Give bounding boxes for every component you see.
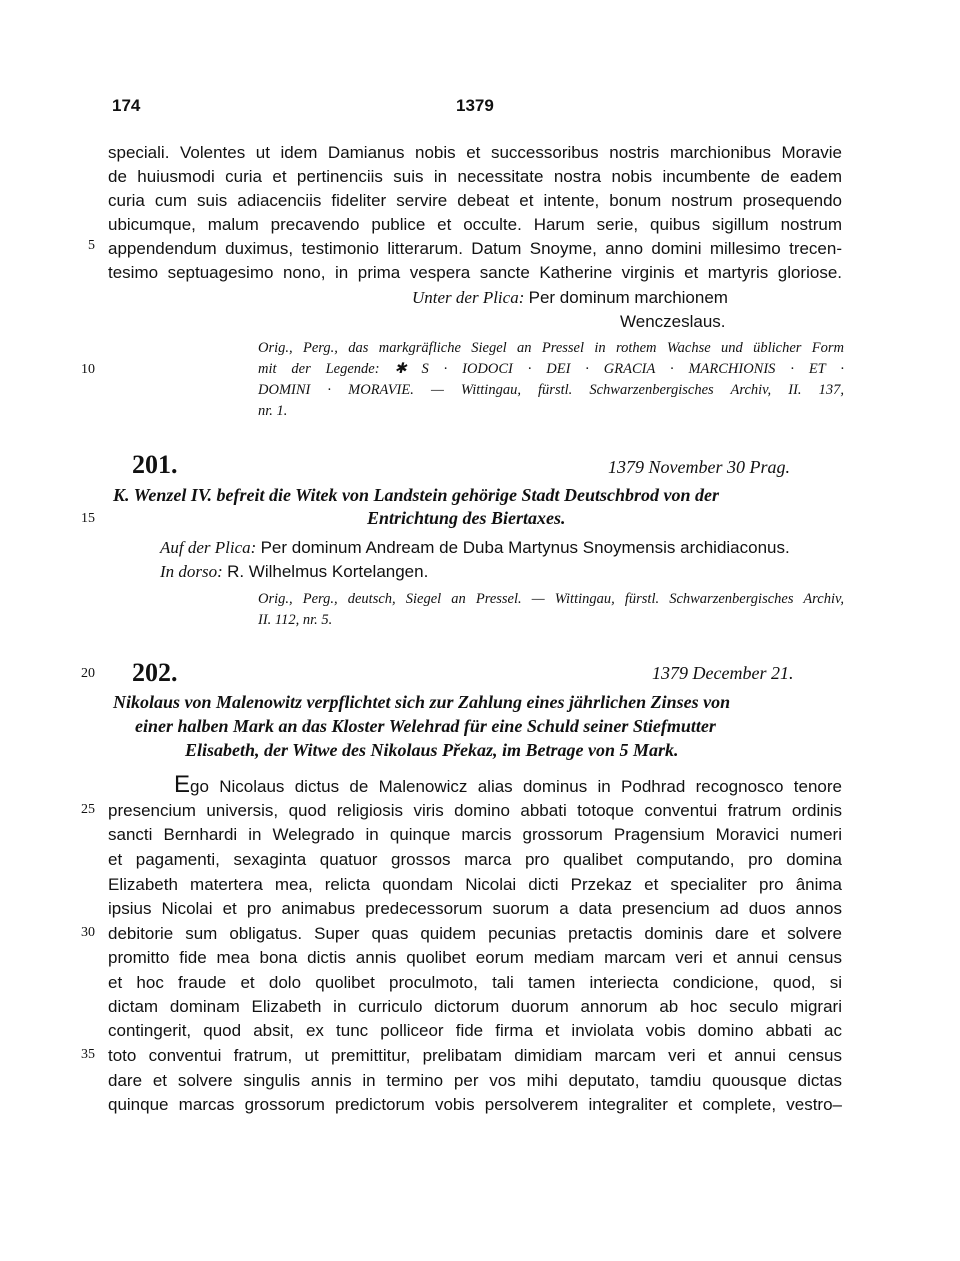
text-line: speciali. Volentes ut idem Damianus nobis et successoribus nostris marchionibus Moravie bbox=[108, 143, 842, 162]
document-date: 1379 November 30 Prag. bbox=[608, 457, 790, 477]
line-number: 35 bbox=[81, 1047, 95, 1062]
text-line: de huiusmodi curia et pertinenciis suis in necessitate nostra nobis incumbente de eadem bbox=[108, 167, 842, 186]
text-line: curia cum suis adiacenciis fideliter servire debeat et intente, bonum nostrum prosequendo bbox=[108, 191, 842, 210]
document-date: 1379 December 21. bbox=[652, 663, 794, 683]
text-line: promitto fide mea bona dictis annis quolibet eorum mediam marcam veri et annui census bbox=[108, 948, 842, 967]
document-title: Elisabeth, der Witwe des Nikolaus Překaz, im Betrage von 5 Mark. bbox=[185, 740, 679, 760]
line-number: 15 bbox=[81, 511, 95, 526]
text-line: appendendum duximus, testimonio litterarum. Datum Snoyme, anno domini millesimo trecen- bbox=[108, 239, 842, 258]
text-line bbox=[174, 771, 842, 798]
line-number: 20 bbox=[81, 666, 95, 681]
document-number: 202. bbox=[132, 658, 178, 687]
note-line: II. 112, nr. 5. bbox=[258, 612, 333, 628]
initial-letter: E bbox=[174, 771, 191, 798]
note-line: Orig., Perg., deutsch, Siegel an Pressel. — Wittingau, fürstl. Schwarzenbergisches Archiv, bbox=[258, 591, 844, 607]
text-line: presencium universis, quod religiosis viris domino abbati totoque conventui fratrum ordinis bbox=[108, 801, 842, 820]
body-first-line: go Nicolaus dictus de Malenowicz alias dominus in Podhrad recognosco tenore bbox=[190, 777, 842, 796]
text-line: et pagamenti, sexaginta quatuor grossos marca pro qualibet computando, pro domina bbox=[108, 850, 842, 869]
dorso-line bbox=[160, 561, 428, 583]
plica-text: Per dominum Andream de Duba Martynus Snoymensis archidiaconus. bbox=[260, 538, 790, 557]
note-line: nr. 1. bbox=[258, 403, 288, 419]
document-number: 201. bbox=[132, 450, 178, 479]
dorso-text: R. Wilhelmus Kortelangen. bbox=[227, 562, 429, 581]
plica-text: Per dominum marchionem bbox=[528, 288, 728, 307]
running-year: 1379 bbox=[456, 96, 494, 115]
text-line: dare et solvere singulis annis in termino per vos mihi deputato, tamdiu quousque dictas bbox=[108, 1071, 842, 1090]
dorso-label: In dorso: bbox=[160, 562, 223, 581]
text-line: et hoc fraude et dolo quolibet proculmoto, tali tamen interiecta condicione, quod, si bbox=[108, 973, 842, 992]
line-number: 5 bbox=[88, 238, 95, 253]
document-title: Entrichtung des Biertaxes. bbox=[367, 508, 566, 528]
text-line: debitorie sum obligatus. Super quas quidem pecunias pretactis dominis dare et solvere bbox=[108, 924, 842, 943]
page-number: 174 bbox=[112, 96, 141, 115]
line-number: 10 bbox=[81, 362, 95, 377]
text-line: tesimo septuagesimo nono, in prima vespera sancte Katherine virginis et martyris gloriose. bbox=[108, 263, 842, 282]
text-line: ubicumque, malum precavendo publice et occulte. Harum serie, quibus sigillum nostrum bbox=[108, 215, 842, 234]
line-number: 25 bbox=[81, 802, 95, 817]
text-line: ipsius Nicolai et pro animabus predecessorum suorum a data presencium ad duos annos bbox=[108, 899, 842, 918]
document-title: Nikolaus von Malenowitz verpflichtet sich zur Zahlung eines jährlichen Zinses von bbox=[113, 692, 731, 712]
document-title: K. Wenzel IV. befreit die Witek von Landstein gehörige Stadt Deutschbrod von der bbox=[113, 485, 720, 505]
plica-line bbox=[412, 287, 728, 309]
plica-label: Unter der Plica: bbox=[412, 288, 525, 307]
plica-label: Auf der Plica: bbox=[160, 538, 257, 557]
text-line: dictam dominam Elizabeth in curriculo dictorum duorum annorum ab hoc seculo migrari bbox=[108, 997, 842, 1016]
plica-text-2: Wenczeslaus. bbox=[620, 312, 726, 331]
text-line: toto conventui fratrum, ut premittitur, prelibatam dimidiam marcam veri et annui census bbox=[108, 1046, 842, 1065]
note-line: DOMINI · MORAVIE. — Wittingau, fürstl. Schwarzenbergisches Archiv, II. 137, bbox=[258, 382, 844, 398]
plica-line bbox=[160, 537, 790, 559]
document-title: einer halben Mark an das Kloster Welehrad für eine Schuld seiner Stiefmutter bbox=[135, 716, 716, 736]
text-line: Elizabeth matertera mea, relicta quondam Nicolai dicti Przekaz et specialiter pro ânima bbox=[108, 875, 842, 894]
text-line: sancti Bernhardi in Welegrado in quinque marcis grossorum Pragensium Moravici numeri bbox=[108, 825, 842, 844]
text-line: contingerit, quod absit, ex tunc polliceor fide firma et inviolata vobis domino abbati ac bbox=[108, 1021, 842, 1040]
note-line: Orig., Perg., das markgräfliche Siegel an Pressel in rothem Wachse und üblicher Form bbox=[258, 340, 844, 356]
line-number: 30 bbox=[81, 925, 95, 940]
note-line: mit der Legende: ✱ S · IODOCI · DEI · GRACIA · MARCHIONIS · ET · bbox=[258, 361, 844, 377]
text-line: quinque marcas grossorum predictorum vobis persolverem integraliter et complete, vestro– bbox=[108, 1095, 842, 1114]
